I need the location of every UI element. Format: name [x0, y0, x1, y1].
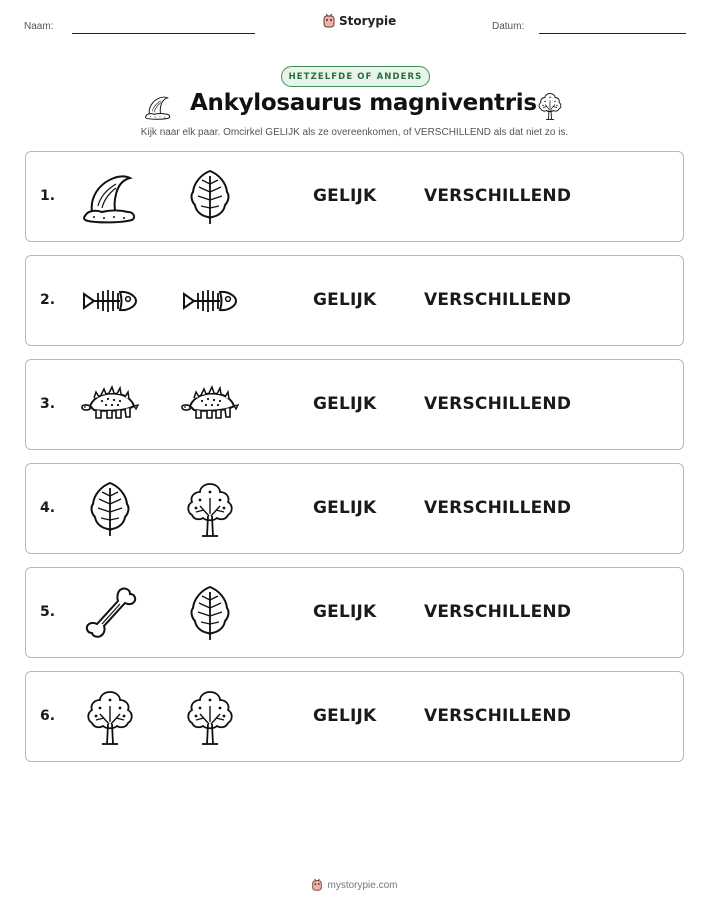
option-different[interactable]: VERSCHILLEND [424, 602, 572, 622]
name-line[interactable] [72, 33, 255, 34]
brand-name: Storypie [339, 14, 397, 28]
option-same[interactable]: GELIJK [313, 498, 377, 518]
option-same[interactable]: GELIJK [313, 394, 377, 414]
footer-url[interactable]: mystorypie.com [327, 879, 398, 891]
fish-skeleton-icon [180, 272, 240, 330]
brand-logo [322, 13, 396, 29]
option-different[interactable]: VERSCHILLEND [424, 706, 572, 726]
question-number: 1. [40, 188, 56, 204]
bone-icon [80, 584, 140, 642]
question-row [25, 359, 684, 450]
question-row [25, 151, 684, 242]
question-row [25, 255, 684, 346]
title-row [0, 90, 709, 124]
page-title: Ankylosaurus magniventris [190, 90, 537, 116]
option-same[interactable]: GELIJK [313, 186, 377, 206]
question-row [25, 463, 684, 554]
claw-icon [80, 168, 140, 226]
ankylosaurus-icon [80, 376, 140, 434]
leaf-icon [80, 480, 140, 538]
tree-icon [80, 688, 140, 746]
fish-skeleton-icon [80, 272, 140, 330]
option-same[interactable]: GELIJK [313, 706, 377, 726]
question-row [25, 671, 684, 762]
option-different[interactable]: VERSCHILLEND [424, 394, 572, 414]
option-same[interactable]: GELIJK [313, 290, 377, 310]
leaf-icon [180, 168, 240, 226]
tree-icon [180, 480, 240, 538]
instruction-text: Kijk naar elk paar. Omcirkel GELIJK als ze overeenkomen, of VERSCHILLEND als dat niet zo is. [140, 127, 569, 138]
option-different[interactable]: VERSCHILLEND [424, 186, 572, 206]
claw-icon [143, 93, 173, 121]
tree-icon [535, 91, 565, 121]
tree-icon [180, 688, 240, 746]
storypie-mascot-icon [322, 13, 336, 29]
date-line[interactable] [539, 33, 686, 34]
question-number: 6. [40, 708, 56, 724]
option-different[interactable]: VERSCHILLEND [424, 498, 572, 518]
footer [0, 878, 709, 892]
option-different[interactable]: VERSCHILLEND [424, 290, 572, 310]
ankylosaurus-icon [180, 376, 240, 434]
question-number: 2. [40, 292, 56, 308]
question-number: 4. [40, 500, 56, 516]
question-number: 5. [40, 604, 56, 620]
name-label: Naam: [24, 21, 54, 32]
question-number: 3. [40, 396, 56, 412]
leaf-icon [180, 584, 240, 642]
question-row [25, 567, 684, 658]
worksheet-type-badge: HETZELFDE OF ANDERS [281, 66, 430, 87]
option-same[interactable]: GELIJK [313, 602, 377, 622]
date-label: Datum: [492, 21, 525, 32]
storypie-mascot-icon [311, 878, 323, 892]
